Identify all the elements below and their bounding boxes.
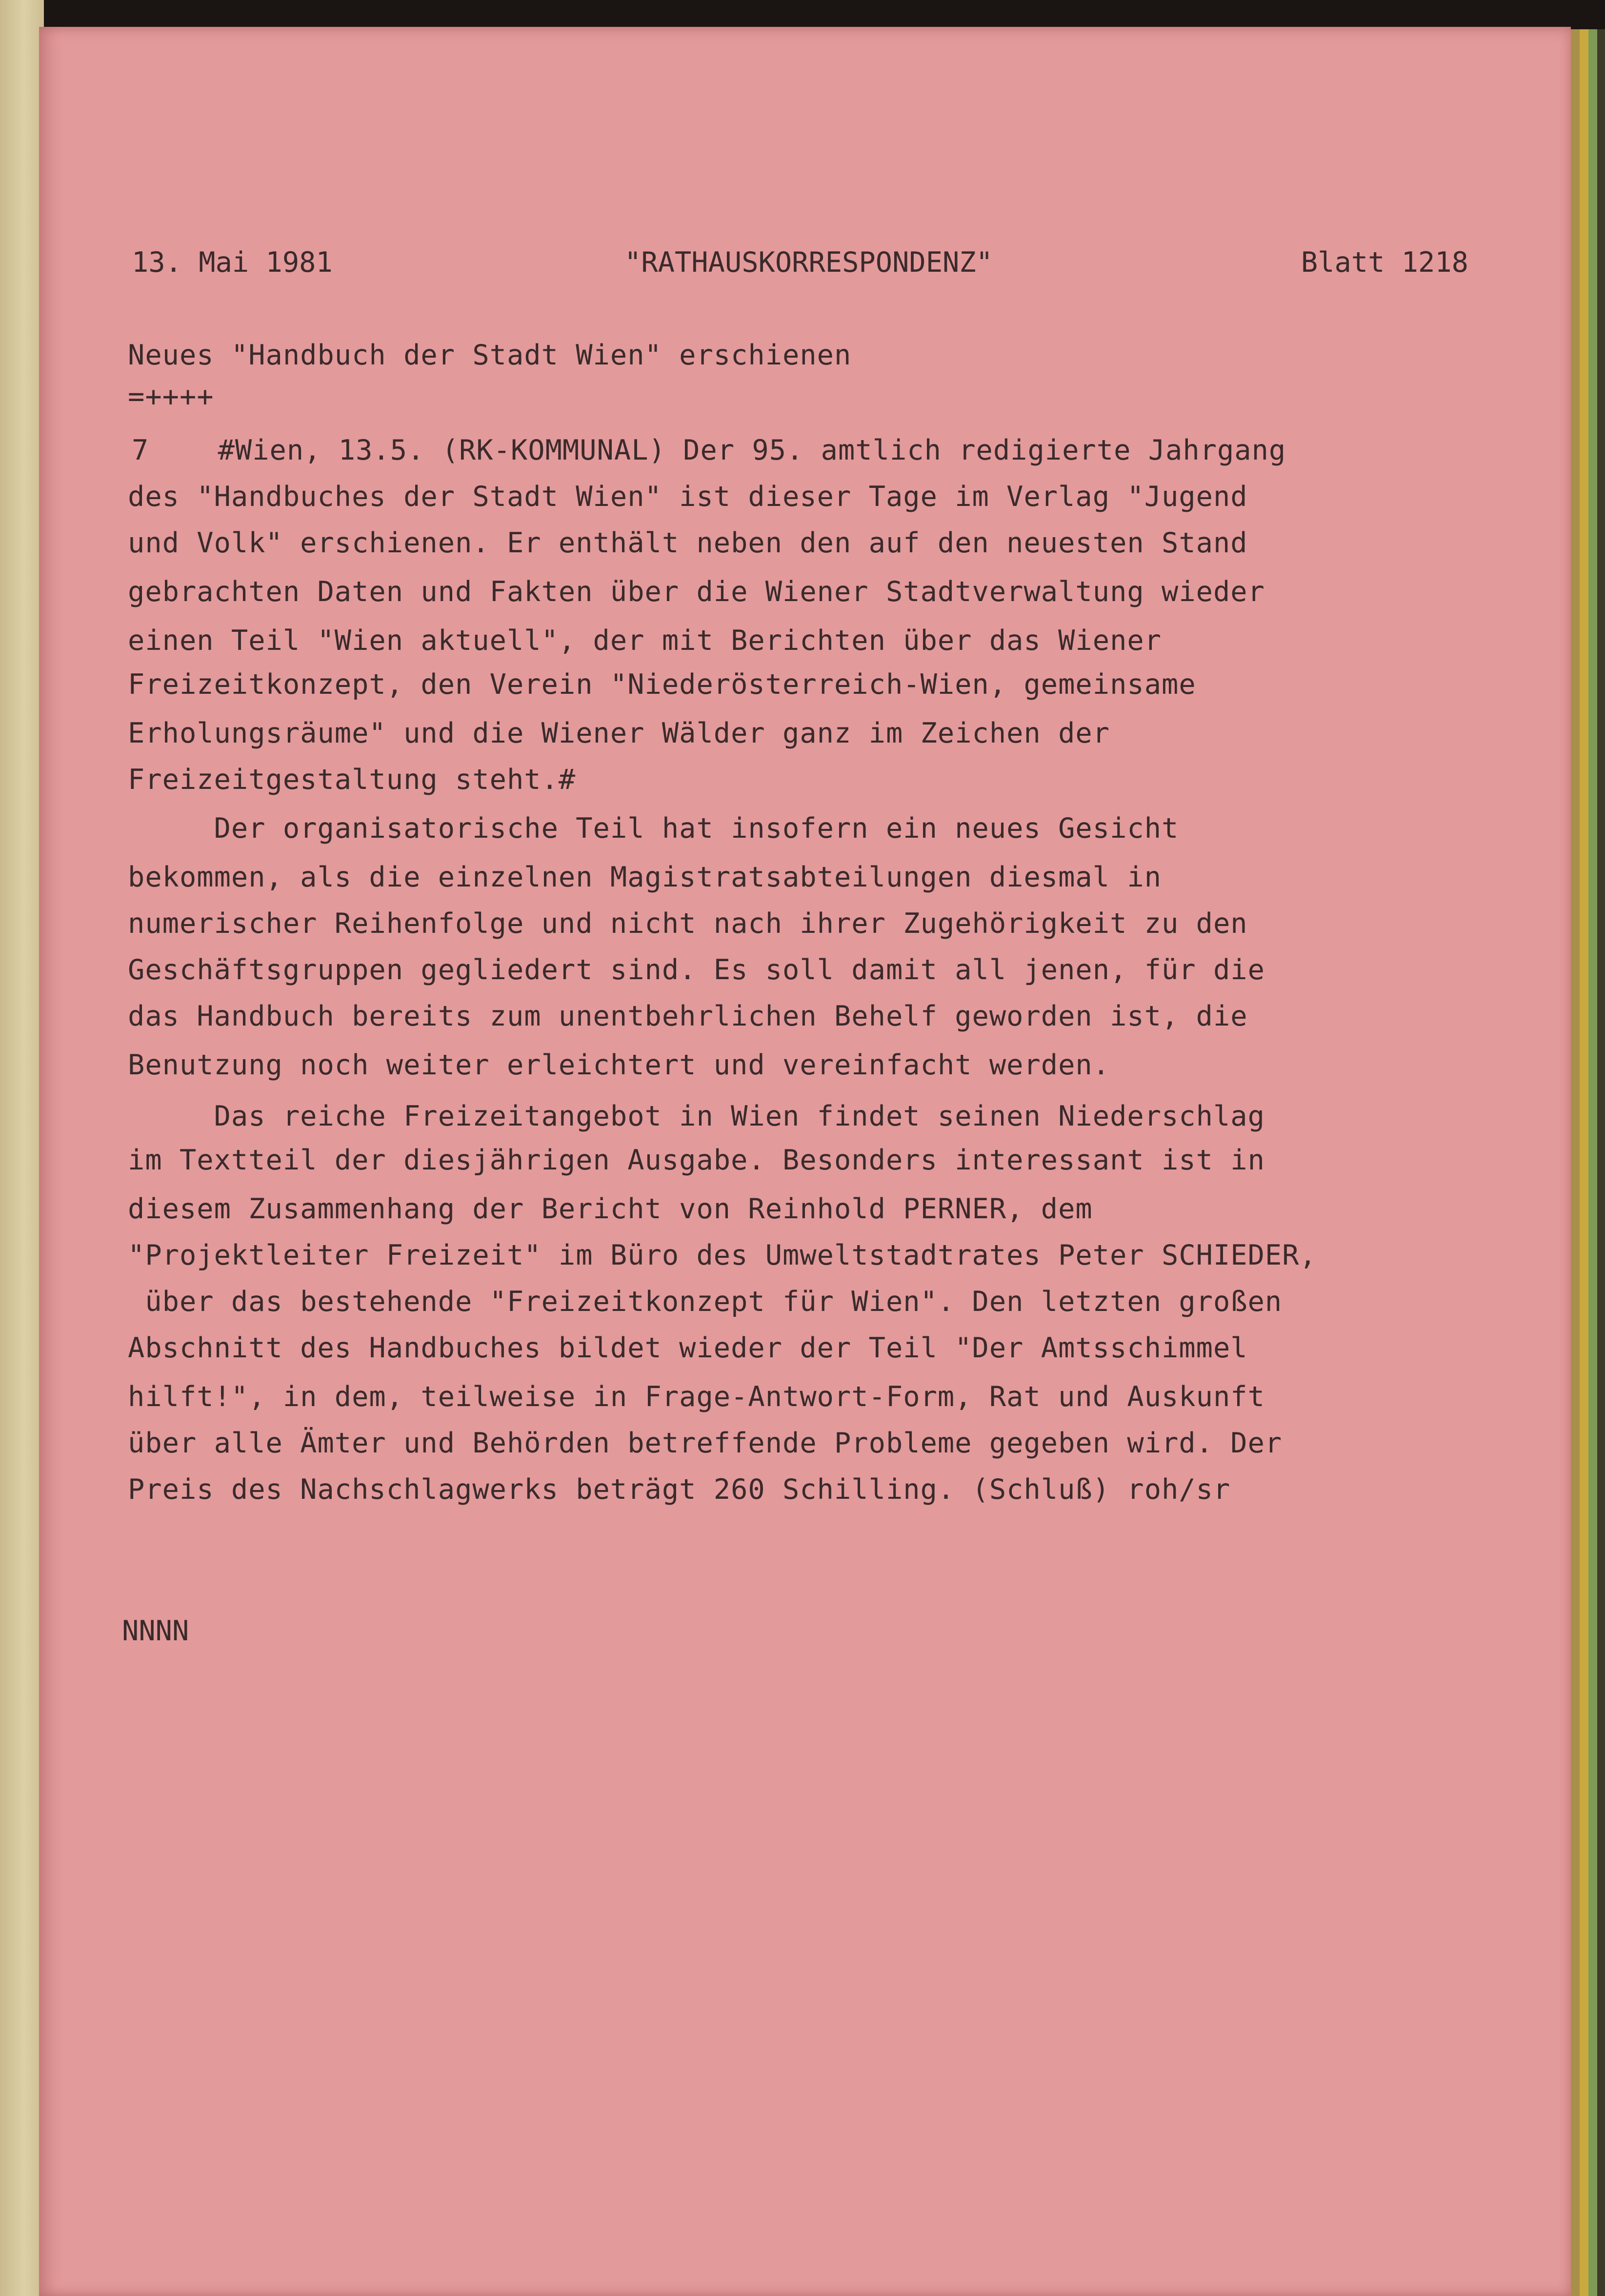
article-text-line: einen Teil "Wien aktuell", der mit Berichten über das Wiener: [128, 624, 1162, 657]
article-text-line: im Textteil der diesjährigen Ausgabe. Besonders interessant ist in: [128, 1144, 1265, 1176]
article-text-line: über alle Ämter und Behörden betreffende Probleme gegeben wird. Der: [128, 1427, 1283, 1459]
article-text-line: "Projektleiter Freizeit" im Büro des Umweltstadtrates Peter SCHIEDER,: [128, 1239, 1317, 1271]
article-text-line: Benutzung noch weiter erleichtert und vereinfacht werden.: [128, 1049, 1110, 1081]
article-text-line: =++++: [128, 381, 214, 413]
header-publication: "RATHAUSKORRESPONDENZ": [624, 246, 993, 279]
page-edge-strip: [1597, 29, 1605, 2296]
end-mark: NNNN: [122, 1615, 189, 1647]
article-text-line: 7 #Wien, 13.5. (RK-KOMMUNAL) Der 95. amtlich redigierte Jahrgang: [132, 434, 1286, 466]
article-text-line: numerischer Reihenfolge und nicht nach ihrer Zugehörigkeit zu den: [128, 907, 1248, 940]
article-text-line: Freizeitkonzept, den Verein "Niederösterreich-Wien, gemeinsame: [128, 668, 1196, 701]
article-text-line: Der organisatorische Teil hat insofern ein neues Gesicht: [128, 812, 1179, 845]
article-text-line: und Volk" erschienen. Er enthält neben den auf den neuesten Stand: [128, 527, 1248, 559]
page-edge-strip: [1580, 29, 1588, 2296]
article-headline: Neues "Handbuch der Stadt Wien" erschienen: [128, 339, 852, 371]
page-edge-strip: [1588, 29, 1597, 2296]
header-sheet-number: Blatt 1218: [1301, 246, 1468, 279]
article-text-line: Geschäftsgruppen gegliedert sind. Es soll damit all jenen, für die: [128, 954, 1265, 986]
article-text-line: Preis des Nachschlagwerks beträgt 260 Schilling. (Schluß) roh/sr: [128, 1473, 1231, 1506]
article-text-line: Freizeitgestaltung steht.#: [128, 764, 576, 796]
article-text-line: Das reiche Freizeitangebot in Wien findet seinen Niederschlag: [128, 1100, 1265, 1132]
article-text-line: hilft!", in dem, teilweise in Frage-Antwort-Form, Rat und Auskunft: [128, 1381, 1265, 1413]
article-text-line: diesem Zusammenhang der Bericht von Reinhold PERNER, dem: [128, 1193, 1093, 1225]
article-text-line: Abschnitt des Handbuches bildet wieder der Teil "Der Amtsschimmel: [128, 1332, 1248, 1364]
page-edge-strip: [1571, 29, 1580, 2296]
header-date: 13. Mai 1981: [132, 246, 333, 279]
article-text-line: des "Handbuches der Stadt Wien" ist dieser Tage im Verlag "Jugend: [128, 481, 1248, 513]
binder-edge: [0, 0, 44, 2296]
article-text-line: das Handbuch bereits zum unentbehrlichen Behelf geworden ist, die: [128, 1000, 1248, 1032]
article-text-line: gebrachten Daten und Fakten über die Wiener Stadtverwaltung wieder: [128, 576, 1265, 608]
article-text-line: bekommen, als die einzelnen Magistratsabteilungen diesmal in: [128, 861, 1162, 893]
article-text-line: über das bestehende "Freizeitkonzept für Wien". Den letzten großen: [128, 1286, 1283, 1318]
page-header: [132, 246, 1468, 285]
article-text-line: Erholungsräume" und die Wiener Wälder ganz im Zeichen der: [128, 717, 1110, 749]
